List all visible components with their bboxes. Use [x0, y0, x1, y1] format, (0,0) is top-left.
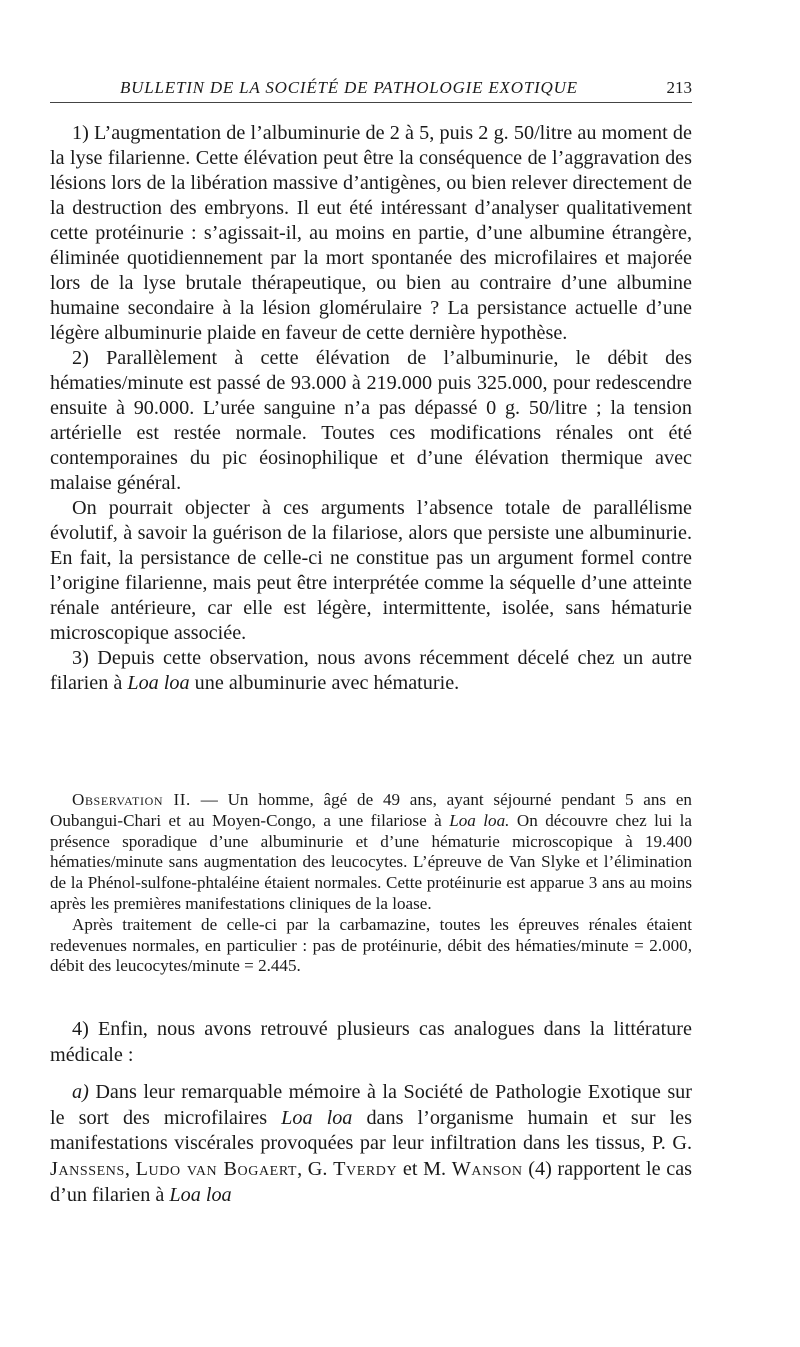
observation-text-b: On découvre chez lui la présence sporadique d’une albuminurie et d’une hématurie microscopique à 19.400 hématies/minute sans augmentation des leucocytes. L’épreuve de Van Slyke et l’élimination de la Phénol-sulfone-phtaléine étaient normales. Cette protéinurie est apparue 3 ans au moins après les premières manifestations cliniques de la loase.	[50, 810, 692, 913]
case-a-text-3: (4) rapportent le cas d’un filarien à	[50, 1157, 693, 1206]
author-janssens: Janssens	[50, 1157, 125, 1180]
running-header	[50, 76, 692, 103]
paragraph-objection: On pourrait objecter à ces arguments l’absence totale de parallélisme évolutif, à savoir la guérison de la filariose, alors que persiste une albuminurie. En fait, la persistance de celle-ci ne constitue pas un argument formel contre l’origine filarienne, mais peut être interprétée comme la séquelle d’une atteinte rénale antérieure, car elle est légère, intermittente, isolée, sans hématurie microscopique associée.	[50, 497, 692, 644]
case-a-species-1: Loa loa	[281, 1106, 353, 1129]
paragraph-albuminuria: 1) L’augmentation de l’albuminurie de 2 à 5, puis 2 g. 50/litre au moment de la lyse filarienne. Cette élévation peut être la conséquence de l’aggravation des lésions lors de la libération massive d’antigènes, ou bien relever directement de la destruction des embryons. Il eut été intéressant d’analyser qualitativement cette protéinurie : s’agissait-il, au moins en partie, d’une albumine étrangère, éliminée quotidiennement par la mort spontanée des microfilaires et majorée lors de la lyse brutale thérapeutique, ou bien au contraire d’une albumine humaine secondaire à la lésion glomérulaire ? La persistance actuelle d’une légère albuminurie plaide en faveur de cette dernière hypothèse.	[50, 122, 692, 344]
page-number: 213	[666, 78, 692, 97]
observation-paragraph-1	[50, 790, 692, 915]
author-sep-3: et M.	[397, 1157, 452, 1180]
main-body	[50, 121, 692, 696]
paragraph-literature: 4) Enfin, nous avons retrouvé plusieurs cas analogues dans la littérature médicale :	[50, 1018, 692, 1066]
author-sep-1: ,	[124, 1157, 136, 1180]
observation-text-a: — Un homme, âgé de 49 ans, ayant séjourné pendant 5 ans en Oubangui-Chari et au Moyen-Congo, a une filariose à	[50, 790, 692, 830]
observation-block	[50, 790, 692, 977]
paragraph-hematuria: 2) Parallèlement à cette élévation de l’albuminurie, le débit des hématies/minute est passé de 93.000 à 219.000 puis 325.000, pour redescendre ensuite à 90.000. L’urée sanguine n’a pas dépassé 0 g. 50/litre ; la tension artérielle est restée normale. Toutes ces modifications rénales ont été contemporaines du pic éosinophilique et d’une élévation thermique avec malaise général.	[50, 347, 692, 494]
author-van-bogaert: Ludo van Bogaert	[135, 1157, 298, 1180]
list-marker-a: a)	[72, 1081, 89, 1104]
author-tverdy: Tverdy	[333, 1157, 398, 1180]
paragraph-case-a	[50, 1080, 692, 1208]
observation-species: Loa loa.	[449, 810, 510, 830]
new-case-text-a: 3) Depuis cette observation, nous avons récemment décelé chez un autre filarien à	[50, 647, 692, 694]
species-name: Loa loa	[127, 672, 190, 694]
closing-body	[50, 1017, 692, 1208]
case-a-text-1: Dans leur remarquable mémoire à la Société de Pathologie Exotique sur le sort des microfilaires	[50, 1081, 692, 1129]
observation-heading: Observation II.	[72, 790, 191, 809]
case-a-text-2: dans l’organisme humain et sur les manifestations viscérales provoquées par leur infiltration dans les tissus, P. G.	[50, 1106, 692, 1155]
author-sep-2: , G.	[297, 1157, 334, 1180]
observation-paragraph-2: Après traitement de celle-ci par la carbamazine, toutes les épreuves rénales étaient redevenues normales, en particulier : pas de protéinurie, débit des hématies/minute = 2.000, débit des leucocytes/minute = 2.445.	[50, 914, 692, 976]
journal-title: BULLETIN DE LA SOCIÉTÉ DE PATHOLOGIE EXOTIQUE	[120, 78, 578, 97]
case-a-species-2: Loa loa	[169, 1183, 232, 1206]
author-wanson: Wanson	[451, 1157, 523, 1180]
new-case-text-b: une albuminurie avec hématurie.	[189, 672, 460, 694]
paragraph-new-case	[50, 646, 692, 696]
